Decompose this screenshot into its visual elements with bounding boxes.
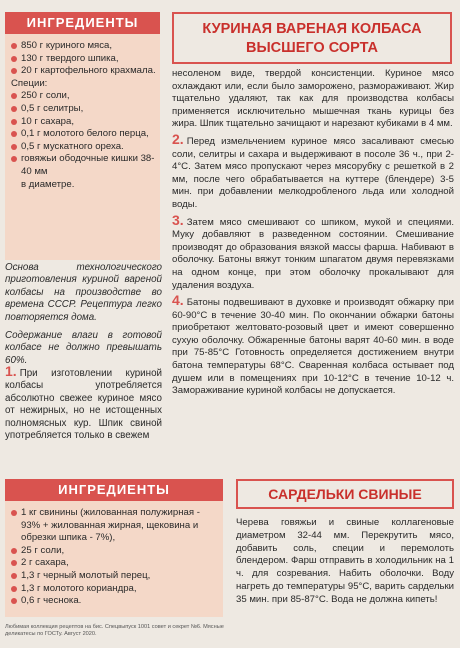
bullet-icon <box>11 573 17 579</box>
sausage-ingredients-list <box>5 501 223 608</box>
list-item: 130 г твердого шпика, <box>11 53 156 66</box>
bullet-icon <box>11 56 17 62</box>
list-item: 1 кг свинины (жилованная полужирная - 93% + жилованная жирная, щековина и обрезки шпика - 7%), <box>11 507 219 545</box>
step-4 <box>172 294 454 398</box>
step-2 <box>172 130 454 212</box>
spices-label: Специи: <box>11 77 48 89</box>
intro-text <box>5 262 162 373</box>
step-text: При изготовлении куриной колбасы употребляется абсолютно свежее куриное мясо от нежирных, но не истощенных полномясных кур. Шпик свиной употребляется только в свежем <box>5 368 162 442</box>
ingredients-heading: ИНГРЕДИЕНТЫ <box>5 12 160 34</box>
list-item: 850 г куриного мяса, <box>11 40 156 53</box>
sausage-ingredients-box <box>5 501 223 617</box>
spices-tail: в диаметре. <box>21 178 75 190</box>
bullet-icon <box>11 560 17 566</box>
recipe-steps <box>172 68 454 400</box>
bullet-icon <box>11 119 17 125</box>
step-text: Батоны подвешивают в духовке и производят обжарку при 60-90°С в течение 30-40 мин. По окончании обжарки батоны приобретают желтовато-розовый цвет и имеют совершенно сухую оболочку. Обжаренные батоны варят 40-60 мин. в воде при 75-85°С Готовность определяется достижением внутри батона температуры 68°С. Сваренная колбаса остывает под душем или в помещениях при 10-12°С в течение 10-12 ч. Замораживание куриной колбасы не допускается. <box>172 297 454 397</box>
bullet-icon <box>11 548 17 554</box>
step-1 <box>5 365 162 442</box>
step-number: 4. <box>172 292 184 309</box>
step-number: 2. <box>172 130 184 147</box>
ingredients-list <box>5 34 160 191</box>
list-item: 25 г соли, <box>11 545 219 558</box>
step-number: 3. <box>172 211 184 228</box>
bullet-icon <box>11 131 17 137</box>
sausage-ingredients-heading: ИНГРЕДИЕНТЫ <box>5 479 223 501</box>
bullet-icon <box>11 106 17 112</box>
list-item: 2 г сахара, <box>11 557 219 570</box>
list-item: 0,5 г мускатного ореха. <box>11 141 156 154</box>
step-text: Затем мясо смешивают со шпиком, мукой и специями. Муку добавляют в разведенном состоянии. Смешивание производят до образования вязкой массы фарша. Набивают в оболочку. Батоны вяжут тонким шпагатом двумя перевязками на одном конце, при этом оболочку прокалывают для удаления воздуха. <box>172 216 454 291</box>
list-item: говяжьи ободочные кишки 38-40 мм <box>11 153 156 178</box>
list-item: 20 г картофельного крахмала. <box>11 65 156 78</box>
list-item: 0,1 г молотого белого перца, <box>11 128 156 141</box>
intro-paragraph: Основа технологического приготовления куриной вареной колбасы на производстве во времена СССР. Рецептура легко повторяется дома. <box>5 262 162 323</box>
step-3 <box>172 211 454 293</box>
recipe-title <box>172 12 452 64</box>
list-item: 1,3 г молотого кориандра, <box>11 583 219 596</box>
intro-paragraph: Содержание влаги в готовой колбасе не должно превышать 60%. <box>5 330 162 366</box>
title-text: КУРИНАЯ ВАРЕНАЯ КОЛБАСА ВЫСШЕГО СОРТА <box>202 21 422 56</box>
bullet-icon <box>11 68 17 74</box>
bullet-icon <box>11 510 17 516</box>
step-1-continued: несоленом виде, твердой консистенции. Куриное мясо охлаждают или, если было заморожено, размораживают. Жир тщательно удаляют, так как для производства колбасы применяется исключительно мышечная ткань курицы без жира. Шпик тщательно зачищают и нарезают кубиками в 4 мм. <box>172 68 454 130</box>
list-item: 250 г соли, <box>11 90 156 103</box>
bullet-icon <box>11 586 17 592</box>
bullet-icon <box>11 598 17 604</box>
bullet-icon <box>11 156 17 162</box>
publication-footer: Любимая коллекция рецептов на бис. Спецвыпуск 1001 совет и секрет №6. Мясные деликатесы по ГОСТу. Август 2020. <box>5 624 224 637</box>
bullet-icon <box>11 93 17 99</box>
ingredients-box <box>5 34 160 260</box>
list-item: 10 г сахара, <box>11 116 156 129</box>
bullet-icon <box>11 43 17 49</box>
sausage-title: САРДЕЛЬКИ СВИНЫЕ <box>236 479 454 509</box>
list-item: 1,3 г черный молотый перец, <box>11 570 219 583</box>
list-item: 0,6 г чеснока. <box>11 595 219 608</box>
step-text: Перед измельчением куриное мясо засаливают смесью соли, селитры и сахара и выдерживают в посоле 36 ч., при 2-4°С. Затем мясо пропускают через мясорубку с решеткой в 2 мм, после чего обрабатывается на куттере (блендере) 3-5 мин. при добавлении мелкодробленого льда или холодной воды. <box>172 135 454 210</box>
list-item: 0,5 г селитры, <box>11 103 156 116</box>
step-number: 1. <box>5 363 17 379</box>
bullet-icon <box>11 144 17 150</box>
sausage-text: Черева говяжьи и свиные коллагеновые диаметром 32-44 мм. Перекрутить мясо, добавить соль, специи и перемолоть блендером. Фарш отправить в холодильник на 1 ч. для созревания. Набить оболочки. Воду нагреть до температуры 95°С, варить сардельки 35 мин. при 85-87°С. Вода не должна кипеть! <box>236 517 454 605</box>
